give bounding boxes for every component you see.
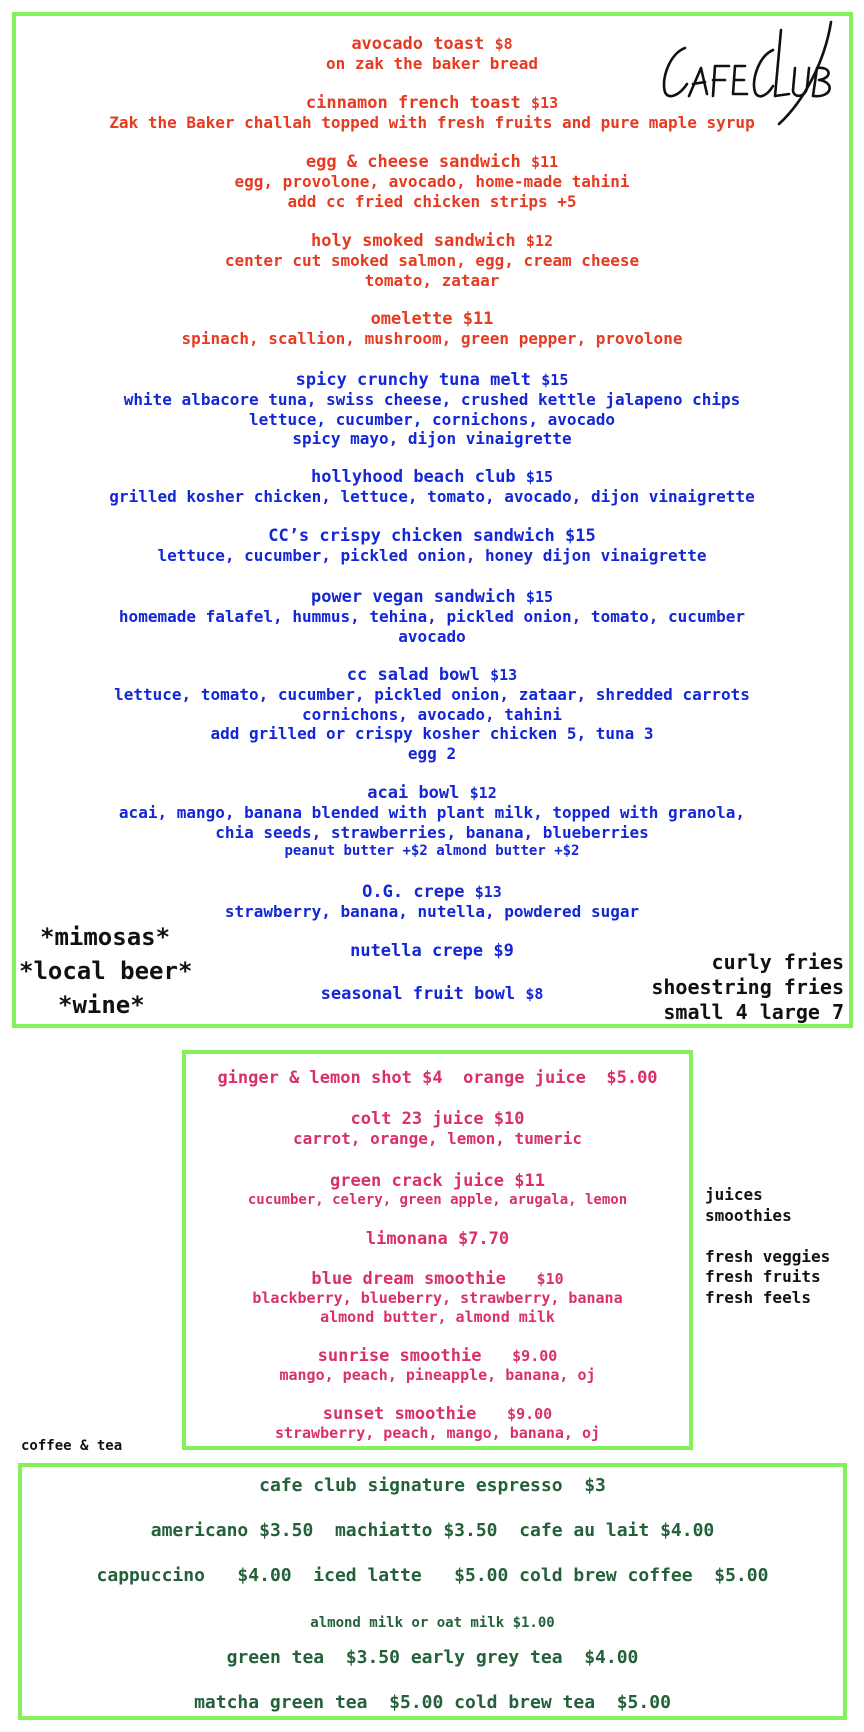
- side-note-fresh-fruits: fresh fruits: [705, 1267, 821, 1286]
- item-name: blue dream smoothie: [311, 1269, 506, 1289]
- item-name: egg & cheese sandwich: [305, 152, 521, 172]
- juice-menu-panel: [182, 1050, 693, 1450]
- coffee-row-espresso: cafe club signature espresso $3: [259, 1475, 606, 1496]
- side-note-juices: juices: [705, 1185, 763, 1204]
- item-price: $12: [469, 784, 497, 802]
- coffee-row-green-tea: green tea $3.50 early grey tea $4.00: [226, 1647, 639, 1668]
- coffee-row-americano: americano $3.50 machiatto $3.50 cafe au lait $4.00: [150, 1520, 715, 1541]
- fries-sizes: small 4 large 7: [663, 1000, 844, 1024]
- menu-item-limonana: [186, 1229, 689, 1249]
- item-description: grilled kosher chicken, lettuce, tomato, avocado, dijon vinaigrette: [109, 487, 755, 506]
- item-price: $9.00: [512, 1347, 558, 1365]
- side-note-fresh-veggies: fresh veggies: [705, 1246, 831, 1266]
- item-name: limonana $7.70: [365, 1229, 510, 1249]
- item-description: lettuce, cucumber, cornichons, avocado: [248, 409, 616, 429]
- item-name: colt 23 juice $10: [350, 1109, 525, 1129]
- item-price: $15: [541, 371, 569, 389]
- item-name: cc salad bowl: [346, 665, 480, 685]
- item-name: acai bowl: [367, 783, 460, 803]
- item-price: $13: [474, 883, 502, 901]
- item-name: CC’s crispy chicken sandwich: [268, 526, 555, 546]
- menu-item-og-crepe: [0, 882, 864, 922]
- item-price: $11: [462, 309, 494, 329]
- item-name: holy smoked sandwich: [310, 231, 516, 251]
- fries-section: [651, 950, 844, 1025]
- coffee-row-milk-addon: almond milk or oat milk $1.00: [310, 1615, 555, 1631]
- item-description: spinach, scallion, mushroom, green pepper, provolone: [181, 329, 683, 348]
- item-description: strawberry, banana, nutella, powdered sugar: [224, 902, 640, 921]
- item-name: omelette: [370, 309, 453, 329]
- item-name: nutella crepe: [350, 941, 484, 961]
- drink-mimosas: *mimosas*: [40, 923, 171, 951]
- item-description: blackberry, blueberry, strawberry, banana: [252, 1289, 623, 1307]
- menu-item-avocado-toast: [0, 34, 864, 74]
- item-description: white albacore tuna, swiss cheese, crushed kettle jalapeno chips: [123, 390, 741, 409]
- coffee-tea-label: coffee & tea: [21, 1438, 123, 1454]
- menu-item-colt-23-juice: [186, 1109, 689, 1149]
- menu-item-acai-bowl: [0, 783, 864, 861]
- coffee-tea-panel: [18, 1463, 847, 1720]
- side-note-smoothies: smoothies: [705, 1205, 792, 1225]
- item-name: sunrise smoothie: [317, 1346, 482, 1366]
- item-description: acai, mango, banana blended with plant milk, topped with granola,: [118, 803, 746, 822]
- fries-curly: curly fries: [711, 950, 844, 974]
- item-price: $11: [531, 153, 559, 171]
- coffee-row-cappuccino: cappuccino $4.00 iced latte $5.00 cold brew coffee $5.00: [96, 1565, 769, 1586]
- side-note-fresh-feels: fresh feels: [705, 1287, 811, 1307]
- item-name: sunset smoothie: [322, 1404, 477, 1424]
- item-name: avocado toast: [351, 34, 485, 54]
- item-description: egg 2: [407, 743, 457, 763]
- item-description: spicy mayo, dijon vinaigrette: [292, 429, 572, 448]
- drink-wine: *wine*: [58, 991, 145, 1019]
- item-description: strawberry, peach, mango, banana, oj: [274, 1424, 601, 1442]
- menu-item-cc-salad-bowl: [0, 665, 864, 763]
- menu-item-egg-cheese-sandwich: [0, 152, 864, 211]
- item-name: hollyhood beach club: [310, 467, 516, 487]
- item-description: chia seeds, strawberries, banana, blueberries: [215, 822, 649, 842]
- menu-item-sunrise-smoothie: [186, 1346, 689, 1385]
- item-price: $8: [525, 985, 544, 1003]
- item-description: add cc fried chicken strips +5: [287, 191, 577, 211]
- juice-shot-orange-row: ginger & lemon shot $4 orange juice $5.00: [217, 1068, 658, 1088]
- item-price: $13: [490, 666, 518, 684]
- item-name: O.G. crepe: [362, 882, 465, 902]
- item-description: homemade falafel, hummus, tehina, pickled onion, tomato, cucumber: [118, 607, 746, 626]
- menu-item-spicy-crunchy-tuna-melt: [0, 370, 864, 449]
- menu-item-green-crack-juice: [186, 1171, 689, 1210]
- item-price: $12: [525, 232, 554, 250]
- item-description: almond butter, almond milk: [320, 1308, 555, 1326]
- side-note-spacer: [705, 1226, 830, 1247]
- item-description: carrot, orange, lemon, tumeric: [293, 1129, 582, 1148]
- juice-side-notes: [705, 1185, 830, 1308]
- menu-item-cinnamon-french-toast: [0, 93, 864, 133]
- item-description: cucumber, celery, green apple, arugala, lemon: [247, 1192, 628, 1208]
- item-name: cinnamon french toast: [305, 93, 521, 113]
- item-price: $15: [525, 588, 554, 606]
- menu-item-holy-smoked-sandwich: [0, 231, 864, 290]
- item-name: green crack juice $11: [330, 1171, 545, 1191]
- item-description: lettuce, tomato, cucumber, pickled onion, zataar, shredded carrots: [114, 685, 750, 704]
- item-description: tomato, zataar: [364, 270, 500, 290]
- item-price: $9.00: [507, 1405, 553, 1423]
- item-description: on zak the baker bread: [326, 54, 538, 73]
- menu-item-crispy-chicken-sandwich: [0, 526, 864, 566]
- item-description: Zak the Baker challah topped with fresh fruits and pure maple syrup: [109, 113, 755, 132]
- item-description: lettuce, cucumber, pickled onion, honey dijon vinaigrette: [157, 546, 707, 565]
- item-name: spicy crunchy tuna melt: [295, 370, 532, 390]
- item-description: cornichons, avocado, tahini: [301, 704, 563, 724]
- item-name: seasonal fruit bowl: [320, 984, 516, 1004]
- item-price: $15: [565, 526, 596, 546]
- item-price: $13: [531, 94, 559, 112]
- item-price: $8: [494, 35, 513, 53]
- item-description: avocado: [398, 626, 466, 646]
- coffee-row-matcha: matcha green tea $5.00 cold brew tea $5.00: [194, 1692, 671, 1713]
- menu-item-omelette: [0, 309, 864, 349]
- item-name: power vegan sandwich: [310, 587, 516, 607]
- drink-local-beer: *local beer*: [19, 957, 193, 985]
- item-description: mango, peach, pineapple, banana, oj: [279, 1366, 596, 1384]
- menu-item-sunset-smoothie: [186, 1404, 689, 1443]
- item-description: center cut smoked salmon, egg, cream cheese: [224, 251, 640, 270]
- item-addon: peanut butter +$2 almond butter +$2: [284, 843, 580, 859]
- item-description: egg, provolone, avocado, home-made tahini: [234, 172, 630, 191]
- fries-shoestring: shoestring fries: [651, 975, 844, 999]
- menu-item-blue-dream-smoothie: [186, 1269, 689, 1327]
- item-price: $10: [536, 1270, 564, 1288]
- item-description: add grilled or crispy kosher chicken 5, tuna 3: [210, 724, 654, 743]
- menu-item-power-vegan-sandwich: [0, 587, 864, 646]
- menu-item-hollyhood-beach-club: [0, 467, 864, 507]
- item-price: $9: [493, 941, 514, 961]
- item-price: $15: [525, 468, 554, 486]
